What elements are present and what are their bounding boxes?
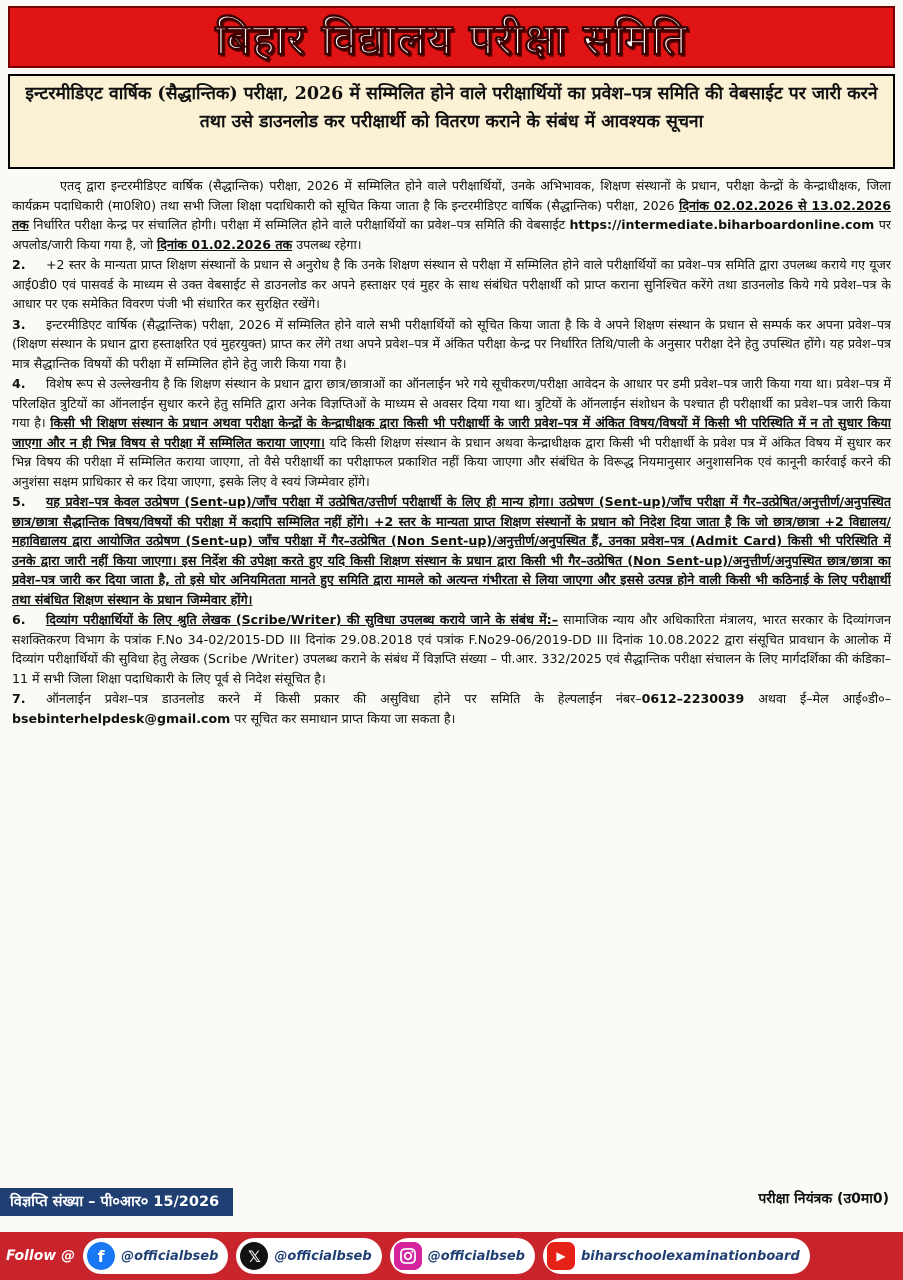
paragraph-2: 2. +2 स्तर के मान्यता प्राप्त शिक्षण संस्थानों के प्रधान से अनुरोध है कि उनके शिक्षण संस्थान से परीक्षा में सम्मिलित होने वाले परीक्षार्थियों का प्रवेश–पत्र समिति द्वारा उपलब्ध कराये गए यूजर आई0डी0 एवं पासवर्ड के माध्यम से उक्त वेबसाईट से डाउनलोड कर अपने हस्ताक्षर एवं मुहर के साथ संबंधित परीक्षार्थी को प्राप्त कराना सुनिश्चित करेंगे तथा डाउनलोड किये गये प्रवेश–पत्र के आधार पर एक समेकित विवरण पंजी भी संधारित कर सुरक्षित रखेंगे। (12, 257, 891, 311)
x-handle: @officialbseb (274, 1248, 372, 1264)
instagram-handle: @officialbseb (427, 1248, 525, 1264)
paragraph-1: एतद् द्वारा इन्टरमीडिएट वार्षिक (सैद्धान्तिक) परीक्षा, 2026 में सम्मिलित होने वाले परीक्षार्थियों, उनके अभिभावक, शिक्षण संस्थानों के प्रधान, परीक्षा केन्द्रों के केन्द्राधीक्षक, जिला कार्यक्रम पदाधिकारी (मा0शि0) तथा सभी जिला शिक्षा पदाधिकारी को सूचित किया जाता है कि इन्टरमीडिएट वार्षिक (सैद्धान्तिक) परीक्षा, 2026 दिनांक 02.02.2026 से 13.02.2026 तक निर्धारित परीक्षा केन्द्र पर संचालित होगी। परीक्षा में सम्मिलित होने वाले परीक्षार्थियों का प्रवेश–पत्र समिति की वेबसाईट https://intermediate.biharboardonline.com पर अपलोड/जारी किया गया है, जो दिनांक 01.02.2026 तक उपलब्ध रहेगा। (12, 178, 891, 252)
x-icon: 𝕏 (240, 1242, 268, 1270)
youtube-link[interactable] (543, 1238, 810, 1274)
paragraph-3: 3. इन्टरमीडिएट वार्षिक (सैद्धान्तिक) परीक्षा, 2026 में सम्मिलित होने वाले सभी परीक्षार्थियों को सूचित किया जाता है कि वे अपने शिक्षण संस्थान के प्रधान से सम्पर्क कर अपना प्रवेश–पत्र (शिक्षण संस्थान के प्रधान द्वारा हस्ताक्षरित एवं मुहरयुक्त) प्राप्त कर लेंगे तथा अपने प्रवेश–पत्र में अंकित परीक्षा केन्द्र पर निर्धारित तिथि/पाली के अनुसार परीक्षा देने हेतु उपस्थित होंगे। यह प्रवेश–पत्र मात्र सैद्धान्तिक विषयों की परीक्षा में सम्मिलित होने हेतु जारी किया गया है। (12, 316, 891, 371)
signatory: परीक्षा नियंत्रक (उ0मा0) (758, 1191, 889, 1207)
paragraph-7: 7. ऑनलाईन प्रवेश–पत्र डाउनलोड करने में किसी प्रकार की असुविधा होने पर समिति के हेल्पलाईन नंबर–0612–2230039 अथवा ई–मेल आई०डी०–bsebinterhelpdesk@gmail.com पर सूचित कर समाधान प्राप्त किया जा सकता है। (12, 691, 891, 726)
notice-number: विज्ञप्ति संख्या – पी०आर० 15/2026 (0, 1188, 233, 1216)
instagram-icon (394, 1242, 422, 1270)
helpline-number[interactable]: 0612–2230039 (641, 691, 745, 706)
instagram-link[interactable] (390, 1238, 535, 1274)
paragraph-6: 6. दिव्यांग परीक्षार्थियों के लिए श्रुति लेखक (Scribe/Writer) की सुविधा उपलब्ध कराये जाने के संबंध में:– सामाजिक न्याय और अधिकारिता मंत्रालय, भारत सरकार के दिव्यांगजन सशक्तिकरण विभाग के पत्रांक F.No 34-02/2015-DD III दिनांक 29.08.2018 एवं पत्रांक F.No29-06/2019-DD III दिनांक 10.08.2022 द्वारा संसूचित प्रावधान के आलोक में दिव्यांग परीक्षार्थियों की सुविधा हेतु लेखक (Scribe /Writer) उपलब्ध कराने के संबंध में विज्ञप्ति संख्या – पी.आर. 332/2025 एवं सैद्धान्तिक परीक्षा संचालन के लिए मार्गदर्शिका की कंडिका–11 में सभी जिला शिक्षा पदाधिकारी के लिए पूर्व से निदेश संसूचित है। (12, 612, 891, 686)
follow-label: Follow @ (6, 1248, 76, 1264)
subject-change-warning: किसी भी शिक्षण संस्थान के प्रधान अथवा परीक्षा केन्द्रों के केन्द्राधीक्षक द्वारा किसी भी परीक्षार्थी के जारी प्रवेश–पत्र में अंकित विषय/विषयों में किसी भी परिस्थिति में न तो सुधार किया जाएगा और न ही भिन्न विषय से परीक्षा में सम्मिलित कराया जाएगा। (12, 415, 891, 450)
helpdesk-email[interactable]: bsebinterhelpdesk@gmail.com (12, 710, 231, 726)
board-title: बिहार विद्यालय परीक्षा समिति (215, 14, 688, 65)
facebook-link[interactable] (83, 1238, 228, 1274)
facebook-icon: f (87, 1242, 115, 1270)
notice-subject: इन्टरमीडिएट वार्षिक (सैद्धान्तिक) परीक्षा, 2026 में सम्मिलित होने वाले परीक्षार्थियों का प्रवेश–पत्र समिति की वेबसाईट पर जारी करने तथा उसे डाउनलोड कर परीक्षार्थी को वितरण कराने के संबंध में आवश्यक सूचना (8, 74, 895, 169)
paragraph-5: 5. यह प्रवेश–पत्र केवल उत्प्रेषण (Sent-up)/जाँच परीक्षा में उत्प्रेषित/उत्तीर्ण परीक्षार्थी के लिए ही मान्य होगा। उत्प्रेषण (Sent-up)/जाँच परीक्षा में गैर–उत्प्रेषित/अनुत्तीर्ण/अनुपस्थित छात्र/छात्रा सैद्धान्तिक विषय/विषयों की परीक्षा में कदापि सम्मिलित नहीं होंगे। +2 स्तर के मान्यता प्राप्त शिक्षण संस्थानों के प्रधान को निदेश दिया जाता है कि जो छात्र/छात्रा +2 विद्यालय/महाविद्यालय द्वारा आयोजित उत्प्रेषण (Sent-up) जाँच परीक्षा में गैर–उत्प्रेषित (Non Sent-up)/अनुत्तीर्ण/अनुपस्थित हैं, उनका प्रवेश–पत्र (Admit Card) किसी भी परिस्थिति में उनके द्वारा जारी नहीं किया जाएगा। इस निर्देश की उपेक्षा करते हुए यदि किसी शिक्षण संस्थान के प्रधान द्वारा किसी भी गैर–उत्प्रेषित (Non Sent-up)/अनुत्तीर्ण/अनुपस्थित छात्र/छात्रा का प्रवेश–पत्र जारी कर दिया जाता है, तो इसे घोर अनियमितता मानते हुए समिति द्वारा मामले को अत्यन्त गंभीरता से लिया जाएगा और इससे उत्पन्न होने वाली किसी भी कठिनाई के लिए परीक्षार्थी तथा संबंधित शिक्षण संस्थान के प्रधान जिम्मेवार होंगे। (12, 494, 891, 607)
website-link[interactable]: https://intermediate.biharboardonline.com (569, 217, 875, 232)
availability-date: दिनांक 01.02.2026 तक (157, 236, 293, 252)
exam-dates: दिनांक 02.02.2026 से 13.02.2026 तक (12, 197, 891, 232)
header-banner (8, 6, 895, 68)
facebook-handle: @officialbseb (121, 1248, 219, 1264)
social-footer (0, 1232, 903, 1280)
scribe-heading: दिव्यांग परीक्षार्थियों के लिए श्रुति लेखक (Scribe/Writer) की सुविधा उपलब्ध कराये जाने के संबंध में:– (46, 612, 559, 627)
x-link[interactable] (236, 1238, 381, 1274)
notice-body (12, 176, 891, 1188)
youtube-icon: ▶ (547, 1242, 575, 1270)
youtube-handle: biharschoolexaminationboard (580, 1248, 800, 1264)
paragraph-4: 4. विशेष रूप से उल्लेखनीय है कि शिक्षण संस्थान के प्रधान द्वारा छात्र/छात्राओं का ऑनलाईन भरे गये सूचीकरण/परीक्षा आवेदन के आधार पर डमी प्रवेश–पत्र जारी किया गया था। प्रवेश–पत्र में परिलक्षित त्रुटियों का ऑनलाईन सुधार करने हेतु समिति द्वारा अनेक विज्ञप्तिओं के माध्यम से अवसर दिया गया था। त्रुटियों के ऑनलाईन संशोधन के पश्चात ही परीक्षार्थी का प्रवेश–पत्र जारी किया गया है। किसी भी शिक्षण संस्थान के प्रधान अथवा परीक्षा केन्द्रों के केन्द्राधीक्षक द्वारा किसी भी परीक्षार्थी के जारी प्रवेश–पत्र में अंकित विषय/विषयों में किसी भी परिस्थिति में न तो सुधार किया जाएगा और न ही भिन्न विषय से परीक्षा में सम्मिलित कराया जाएगा। यदि किसी शिक्षण संस्थान के प्रधान अथवा केन्द्राधीक्षक द्वारा किसी भी परीक्षार्थी के प्रवेश पत्र में अंकित विषय में सुधार कर भिन्न विषय की परीक्षा में सम्मिलित कराया जाएगा, तो वैसे परीक्षार्थी का परीक्षाफल प्रकाशित नहीं किया जाएगा और संबंधित के विरूद्ध नियमानुसार अनुशासनिक एवं कानूनी कार्रवाई करने की अनुशंसा सक्षम प्राधिकार से कर दिया जाएगा, इसके लिए वे स्वयं जिम्मेवार होंगे। (12, 376, 891, 489)
sent-up-warning: यह प्रवेश–पत्र केवल उत्प्रेषण (Sent-up)/जाँच परीक्षा में उत्प्रेषित/उत्तीर्ण परीक्षार्थी के लिए ही मान्य होगा। उत्प्रेषण (Sent-up)/जाँच परीक्षा में गैर–उत्प्रेषित/अनुत्तीर्ण/अनुपस्थित छात्र/छात्रा सैद्धान्तिक विषय/विषयों की परीक्षा में कदापि सम्मिलित नहीं होंगे। +2 स्तर के मान्यता प्राप्त शिक्षण संस्थानों के प्रधान को निदेश दिया जाता है कि जो छात्र/छात्रा +2 विद्यालय/महाविद्यालय द्वारा आयोजित उत्प्रेषण (Sent-up) जाँच परीक्षा में गैर–उत्प्रेषित (Non Sent-up)/अनुत्तीर्ण/अनुपस्थित हैं, उनका प्रवेश–पत्र (Admit Card) किसी भी परिस्थिति में उनके द्वारा जारी नहीं किया जाएगा। इस निर्देश की उपेक्षा करते हुए यदि किसी शिक्षण संस्थान के प्रधान द्वारा किसी भी गैर–उत्प्रेषित (Non Sent-up)/अनुत्तीर्ण/अनुपस्थित छात्र/छात्रा का प्रवेश–पत्र जारी कर दिया जाता है, तो इसे घोर अनियमितता मानते हुए समिति द्वारा मामले को अत्यन्त गंभीरता से लिया जाएगा और इससे उत्पन्न होने वाली किसी भी कठिनाई के लिए परीक्षार्थी तथा संबंधित शिक्षण संस्थान के प्रधान जिम्मेवार होंगे। (12, 494, 891, 607)
